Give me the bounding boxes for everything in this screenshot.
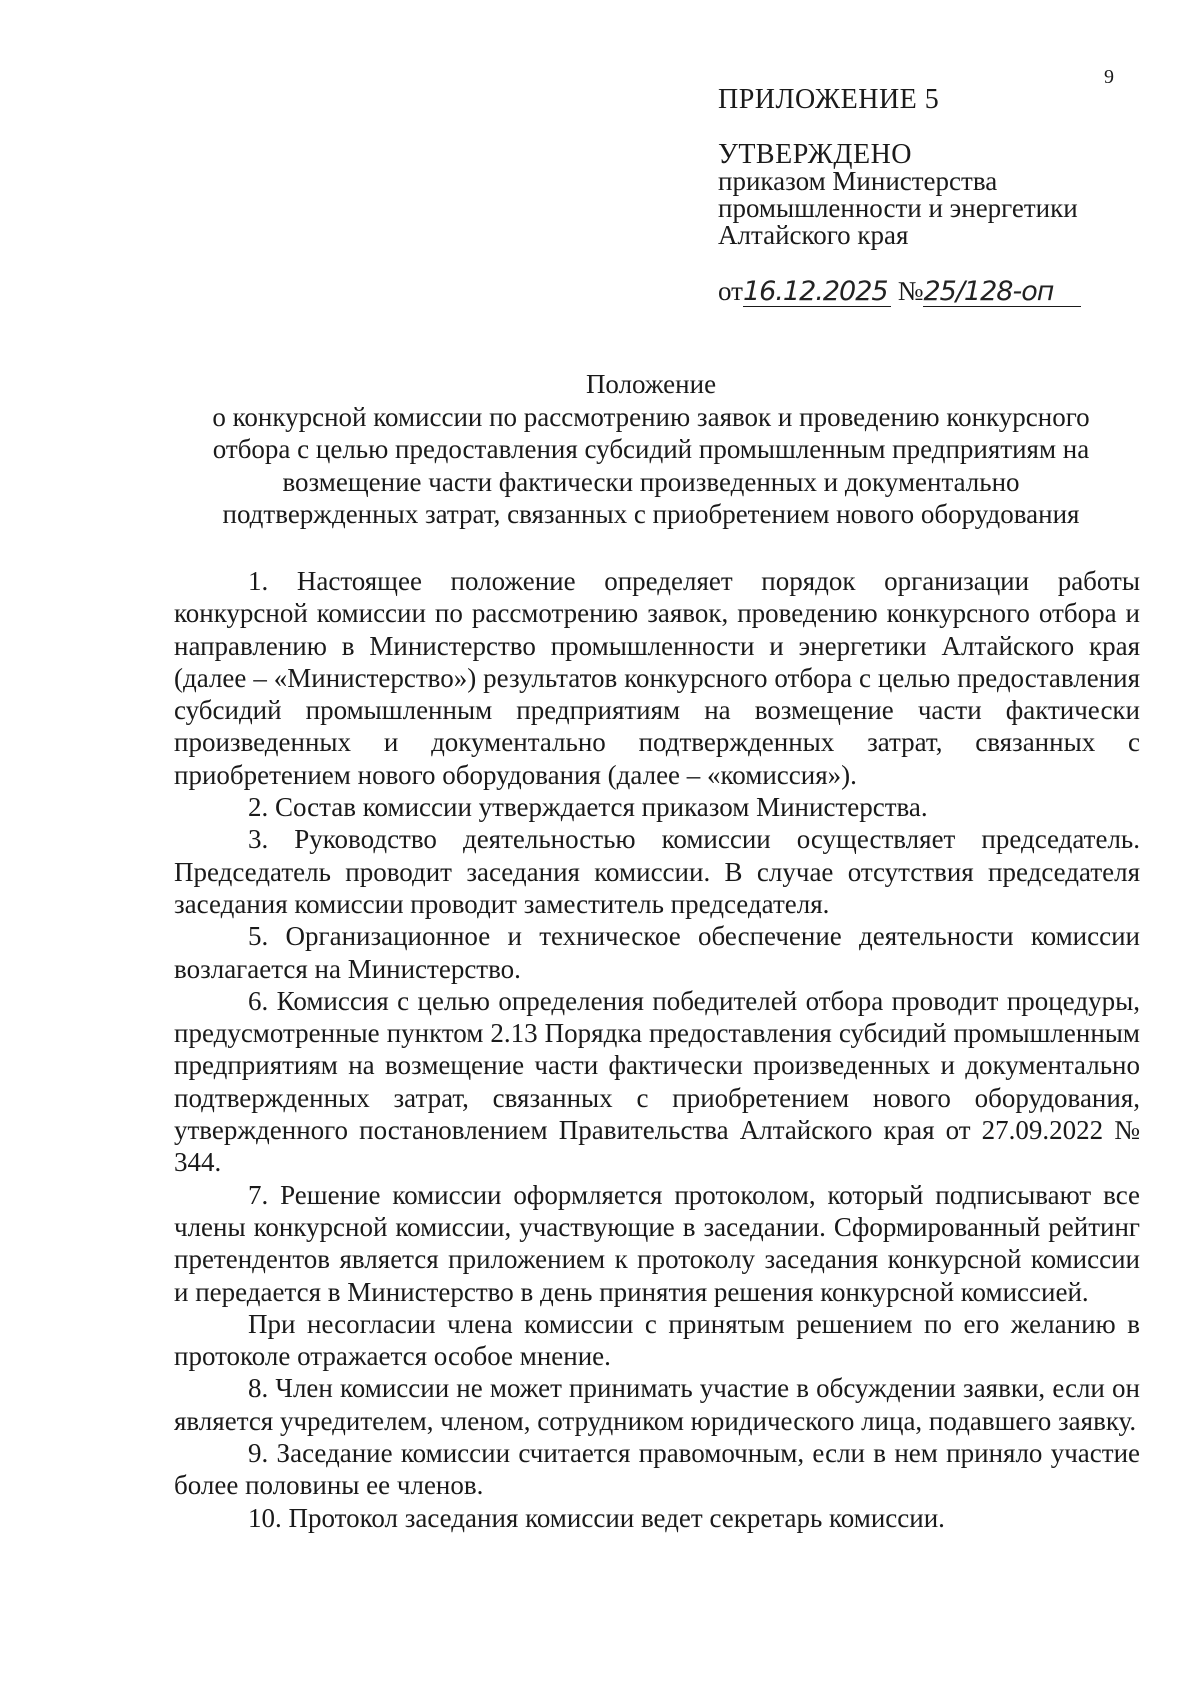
appendix-title: ПРИЛОЖЕНИЕ 5: [718, 84, 940, 115]
paragraph: 3. Руководство деятельностью комиссии осуществляет председатель. Председатель проводит заседания комиссии. В случае отсутствия председателя заседания комиссии проводит заместитель председателя.: [174, 824, 1140, 919]
order-number-sign: №: [897, 276, 924, 306]
document-heading: Положение: [585, 369, 717, 399]
paragraph: 5. Организационное и техническое обеспечение деятельности комиссии возлагается на Министерство.: [174, 921, 1140, 984]
document-title-line: возмещение части фактически произведенных и документально: [282, 466, 1020, 497]
paragraph: 7. Решение комиссии оформляется протоколом, который подписывают все члены конкурсной комиссии, участвующие в заседании. Сформированный рейтинг претендентов является приложением к протоколу заседания конкурсной комиссии и передается в Министерство в день принятия решения конкурсной комиссией.: [174, 1179, 1140, 1307]
document-title-line: о конкурсной комиссии по рассмотрению заявок и проведению конкурсного: [212, 401, 1090, 432]
order-line: промышленности и энергетики: [718, 193, 1078, 223]
order-number: 25/128-оп: [923, 278, 1081, 307]
page-number: 9: [1104, 66, 1114, 88]
paragraph: 1. Настоящее положение определяет порядок организации работы конкурсной комиссии по рассмотрению заявок, проведению конкурсного отбора и направлению в Министерство промышленности и энергетики Алтайского края (далее – «Министерство») результатов конкурсного отбора с целью предоставления субсидий промышленным предприятиям на возмещение части фактически произведенных и документально подтвержденных затрат, связанных с приобретением нового оборудования (далее – «комиссия»).: [174, 566, 1140, 790]
document-title-line: подтвержденных затрат, связанных с приобретением нового оборудования: [222, 499, 1080, 529]
paragraph: 8. Член комиссии не может принимать участие в обсуждении заявки, если он является учредителем, членом, сотрудником юридического лица, подавшего заявку.: [174, 1373, 1140, 1436]
approved-stamp-title: УТВЕРЖДЕНО: [718, 139, 913, 170]
paragraph: 6. Комиссия с целью определения победителей отбора проводит процедуры, предусмотренные пунктом 2.13 Порядка предоставления субсидий промышленным предприятиям на возмещение части фактически произведенных и документально подтвержденных затрат, связанных с приобретением нового оборудования, утвержденного постановлением Правительства Алтайского края от 27.09.2022 № 344.: [174, 985, 1140, 1178]
order-date: 16.12.2025: [743, 278, 891, 307]
document-title: [170, 368, 1132, 531]
document-body: [174, 565, 1140, 1534]
paragraph: 9. Заседание комиссии считается правомочным, если в нем приняло участие более половины ее членов.: [174, 1438, 1140, 1501]
order-line: Алтайского края: [718, 220, 909, 250]
order-prefix: от: [718, 276, 743, 306]
paragraph: 2. Состав комиссии утверждается приказом Министерства.: [248, 792, 928, 823]
approval-block: [718, 86, 1158, 249]
paragraph: 10. Протокол заседания комиссии ведет секретарь комиссии.: [248, 1502, 945, 1533]
order-line: приказом Министерства: [718, 166, 998, 196]
order-reference: [718, 276, 1081, 307]
paragraph: При несогласии члена комиссии с принятым решением по его желанию в протоколе отражается особое мнение.: [174, 1308, 1140, 1372]
document-title-line: отбора с целью предоставления субсидий промышленным предприятиям на: [212, 434, 1090, 464]
